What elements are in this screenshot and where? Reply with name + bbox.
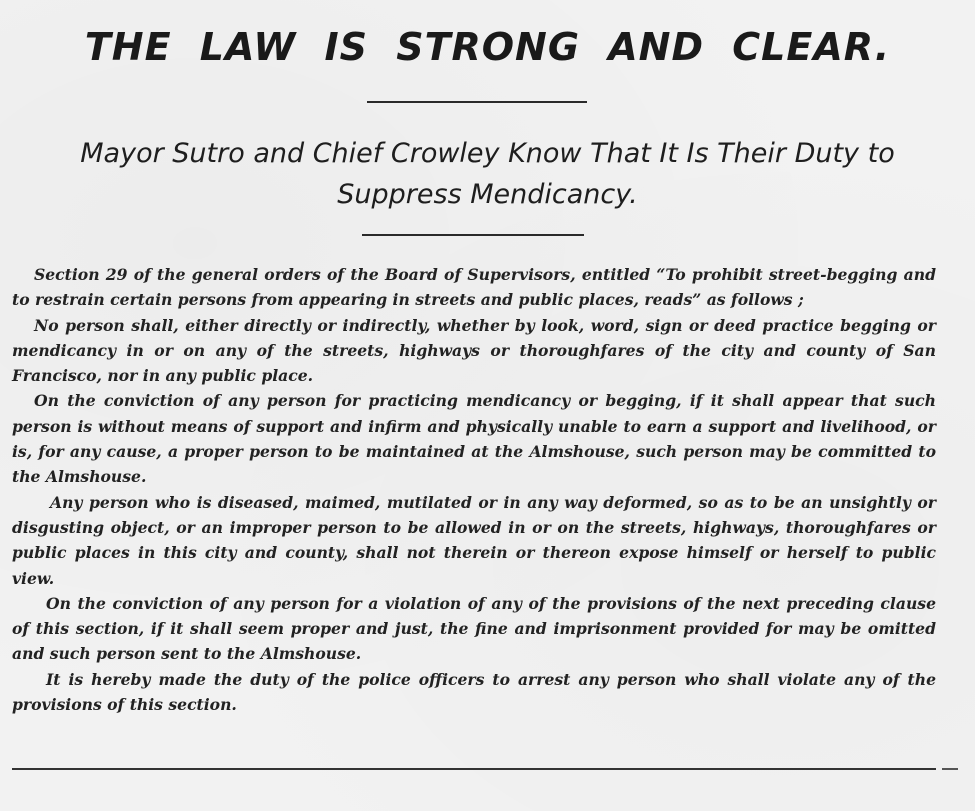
paragraph-fine-omission: On the conviction of any person for a violation of any of the provisions of the next preceding clause of this section, if it shall seem proper and just, the fine and imprisonment provided for may be omitted and such person sent to the Almshouse.	[12, 593, 936, 664]
bottom-divider	[12, 768, 936, 770]
paragraph-intro: Section 29 of the general orders of the Board of Supervisors, entitled “To prohibit street-begging and to restrain certain persons from appearing in streets and public places, reads” as follows ;	[12, 265, 936, 310]
paragraph-police-duty: It is hereby made the duty of the police officers to arrest any person who shall violate any of the provisions of this section.	[12, 669, 936, 715]
bottom-divider-tail	[942, 768, 958, 770]
paragraph-begging-prohibition: No person shall, either directly or indirectly, whether by look, word, sign or deed practice begging or mendicancy in or on any of the streets, highways or thoroughfares of the city and county of San Francisco, nor in any public place.	[12, 315, 936, 386]
subheadline	[0, 133, 975, 215]
subheadline-line-1: Mayor Sutro and Chief Crowley Know That It Is Their Duty to	[80, 138, 895, 169]
paragraph-unsightly-persons: Any person who is diseased, maimed, mutilated or in any way deformed, so as to be an unsightly or disgusting object, or an improper person to be allowed in or on the streets, highways, thoroughfares or public places in this city and county, shall not therein or thereon expose himself or herself to public view.	[12, 492, 936, 588]
subheadline-divider	[362, 234, 584, 236]
subheadline-line-2: Suppress Mendicancy.	[337, 179, 638, 210]
paragraph-almshouse-commitment: On the conviction of any person for practicing mendicancy or begging, if it shall appear that such person is without means of support and infirm and physically unable to earn a support and livelihood, or is, for any cause, a proper person to be maintained at the Almshouse, such person may be committed to the Almshouse.	[12, 391, 936, 487]
headline: THE LAW IS STRONG AND CLEAR.	[84, 25, 891, 69]
article-body	[12, 262, 936, 717]
headline-divider	[367, 101, 587, 103]
